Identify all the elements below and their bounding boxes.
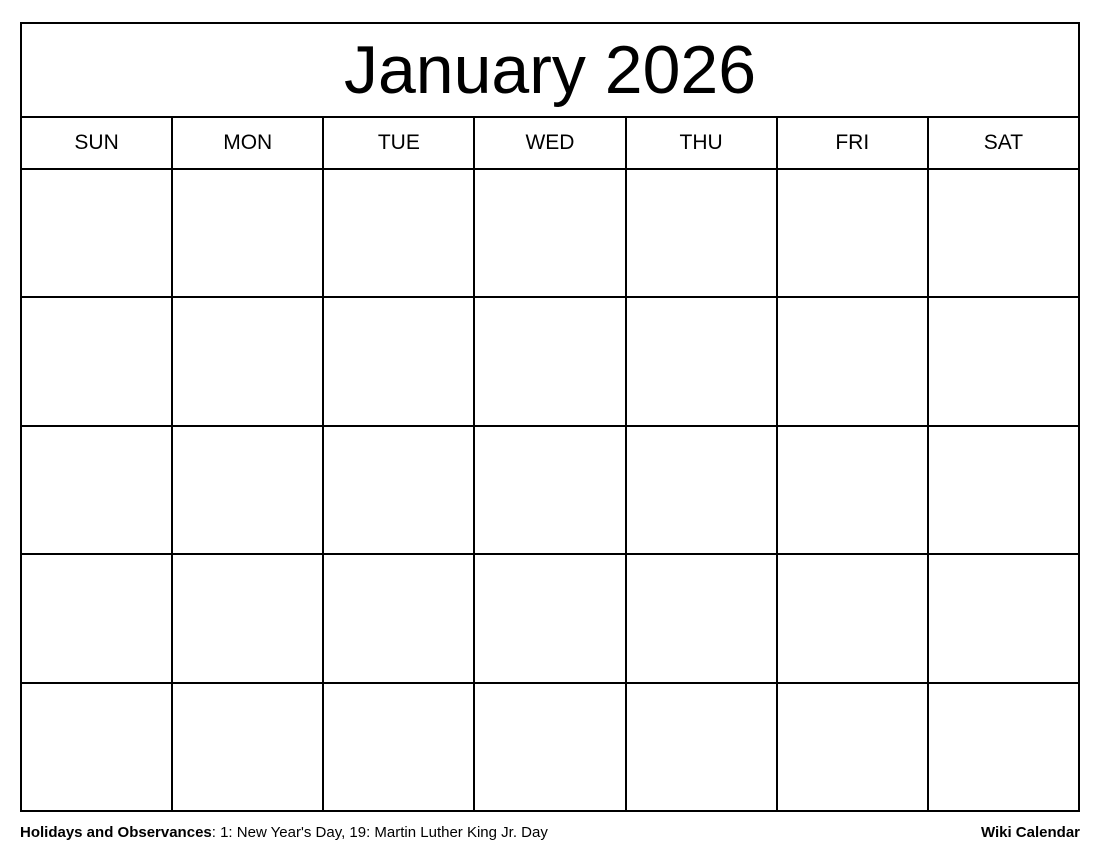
day-cell[interactable] bbox=[929, 555, 1078, 681]
day-cell[interactable] bbox=[929, 298, 1078, 424]
day-cell[interactable] bbox=[929, 170, 1078, 296]
day-of-week-header-row bbox=[22, 118, 1078, 170]
day-cell[interactable] bbox=[22, 170, 173, 296]
calendar-grid bbox=[20, 22, 1080, 812]
week-row bbox=[22, 555, 1078, 683]
week-row bbox=[22, 427, 1078, 555]
day-cell[interactable] bbox=[22, 555, 173, 681]
day-cell[interactable] bbox=[475, 555, 626, 681]
day-cell[interactable] bbox=[778, 298, 929, 424]
calendar-title-row bbox=[22, 24, 1078, 118]
day-cell[interactable] bbox=[778, 170, 929, 296]
day-cell[interactable] bbox=[778, 427, 929, 553]
day-cell[interactable] bbox=[929, 427, 1078, 553]
day-cell[interactable] bbox=[778, 684, 929, 810]
day-cell[interactable] bbox=[627, 298, 778, 424]
day-cell[interactable] bbox=[173, 427, 324, 553]
day-cell[interactable] bbox=[22, 427, 173, 553]
day-cell[interactable] bbox=[627, 170, 778, 296]
week-row bbox=[22, 298, 1078, 426]
day-cell[interactable] bbox=[324, 684, 475, 810]
day-cell[interactable] bbox=[173, 555, 324, 681]
day-header-mon: MON bbox=[173, 118, 324, 168]
holidays-note bbox=[20, 824, 548, 841]
day-header-tue: TUE bbox=[324, 118, 475, 168]
day-header-wed: WED bbox=[475, 118, 626, 168]
day-cell[interactable] bbox=[627, 684, 778, 810]
day-cell[interactable] bbox=[475, 427, 626, 553]
day-cell[interactable] bbox=[475, 170, 626, 296]
holidays-separator: : bbox=[211, 824, 221, 841]
day-cell[interactable] bbox=[627, 427, 778, 553]
calendar-footer bbox=[20, 824, 1080, 841]
day-cell[interactable] bbox=[929, 684, 1078, 810]
day-cell[interactable] bbox=[324, 555, 475, 681]
day-cell[interactable] bbox=[475, 684, 626, 810]
day-cell[interactable] bbox=[324, 427, 475, 553]
day-cell[interactable] bbox=[324, 170, 475, 296]
day-cell[interactable] bbox=[627, 555, 778, 681]
day-cell[interactable] bbox=[173, 298, 324, 424]
day-header-thu: THU bbox=[627, 118, 778, 168]
day-cell[interactable] bbox=[324, 298, 475, 424]
page-title: January 2026 bbox=[343, 32, 757, 108]
brand-label: Wiki Calendar bbox=[980, 824, 1080, 841]
holidays-label: Holidays and Observances bbox=[20, 824, 212, 841]
week-row bbox=[22, 170, 1078, 298]
day-header-sun: SUN bbox=[22, 118, 173, 168]
day-cell[interactable] bbox=[22, 684, 173, 810]
day-cell[interactable] bbox=[778, 555, 929, 681]
day-cell[interactable] bbox=[173, 684, 324, 810]
week-row bbox=[22, 684, 1078, 810]
day-cell[interactable] bbox=[173, 170, 324, 296]
day-cell[interactable] bbox=[475, 298, 626, 424]
day-header-sat: SAT bbox=[983, 131, 1024, 154]
day-cell[interactable] bbox=[22, 298, 173, 424]
calendar-weeks bbox=[22, 170, 1078, 810]
holidays-list: 1: New Year's Day, 19: Martin Luther King Jr. Day bbox=[220, 824, 548, 841]
day-header-fri: FRI bbox=[778, 118, 929, 168]
